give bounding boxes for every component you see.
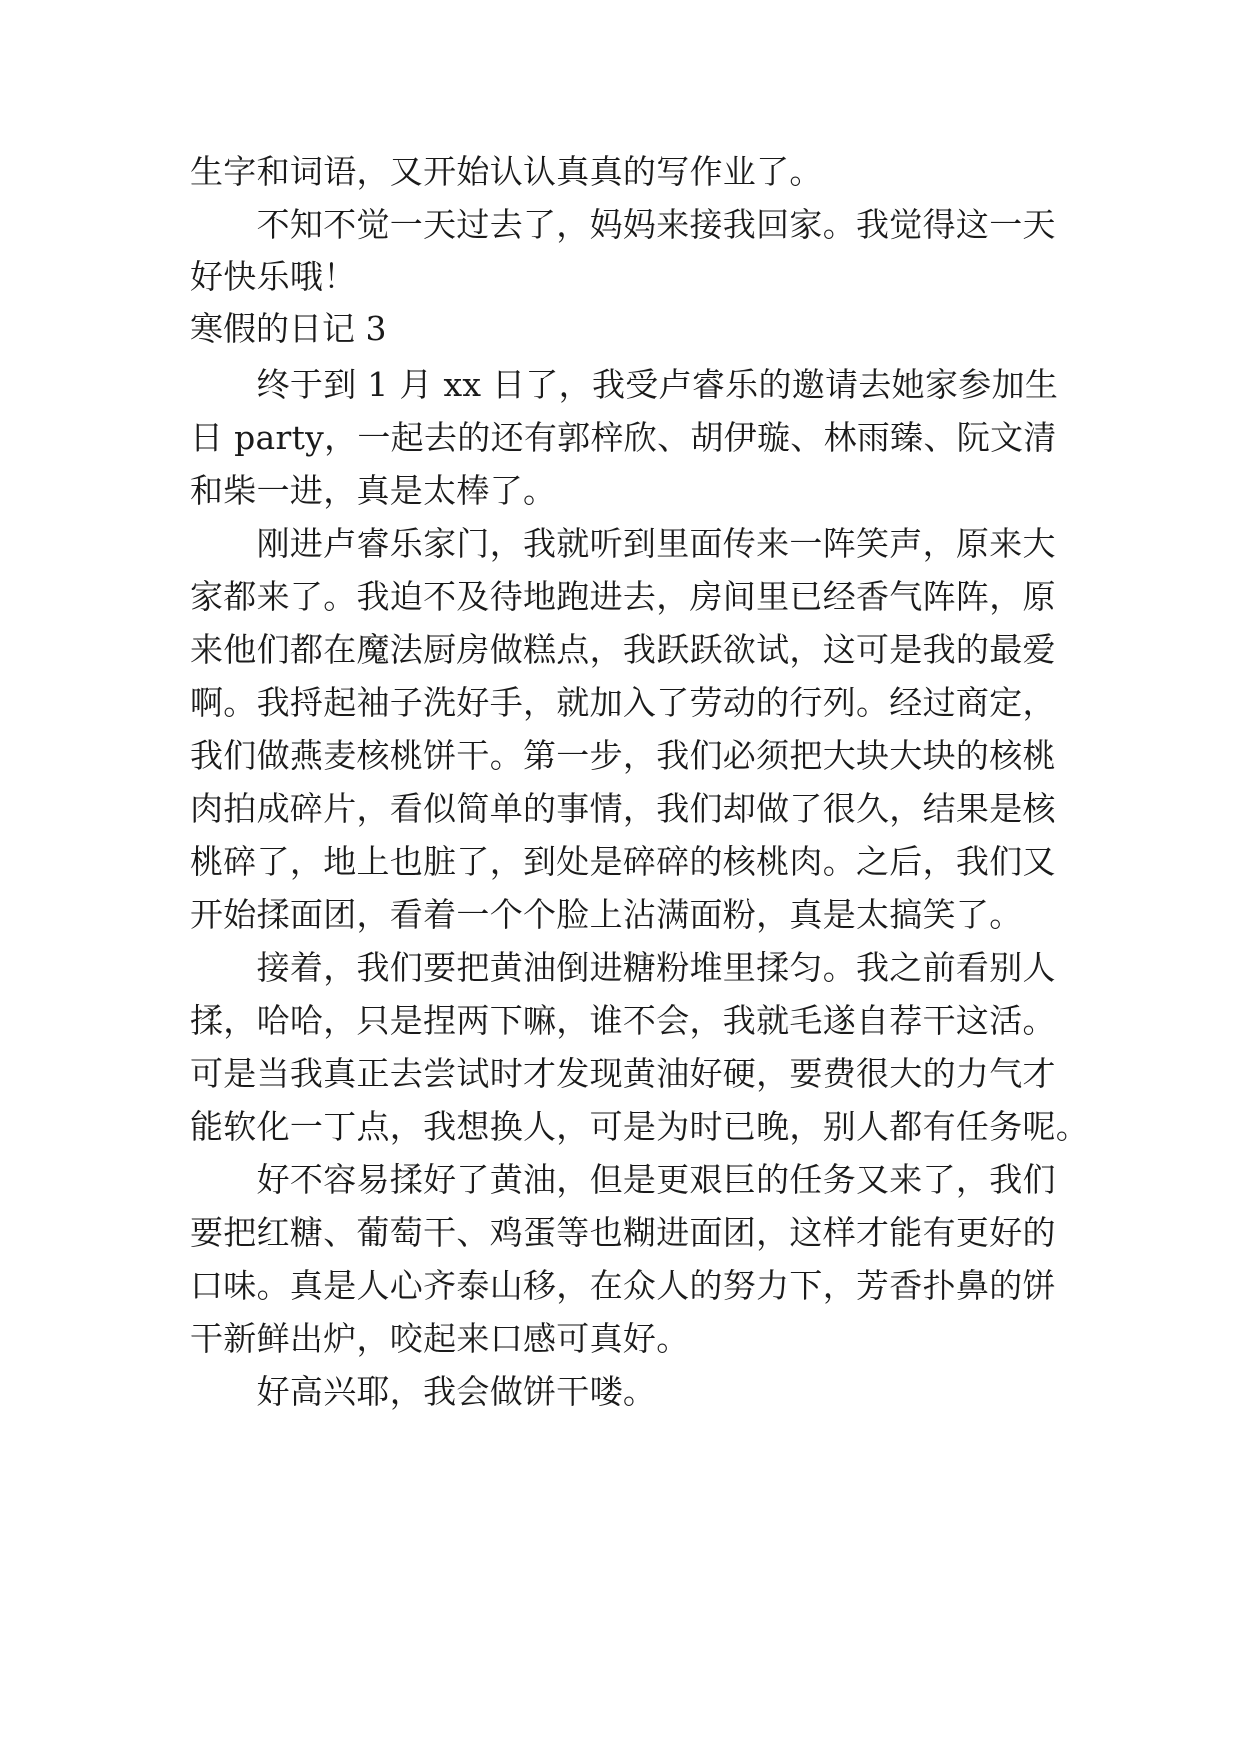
text-line: 来他们都在魔法厨房做糕点，我跃跃欲试，这可是我的最爱 (190, 630, 1056, 669)
text-line: 好快乐哦！ (190, 257, 357, 296)
text-line: 日 party，一起去的还有郭梓欣、胡伊璇、林雨臻、阮文清 (190, 418, 1057, 457)
text-line: 和柴一进，真是太棒了。 (190, 471, 557, 510)
text-line: 揉，哈哈，只是捏两下嘛，谁不会，我就毛遂自荐干这活。 (190, 1001, 1056, 1040)
text-line: 干新鲜出炉，咬起来口感可真好。 (190, 1319, 690, 1358)
text-line: 接着，我们要把黄油倒进糖粉堆里揉匀。我之前看别人 (190, 948, 1056, 987)
text-line: 不知不觉一天过去了，妈妈来接我回家。我觉得这一天 (190, 205, 1056, 244)
text-line: 桃碎了，地上也脏了，到处是碎碎的核桃肉。之后，我们又 (190, 842, 1056, 881)
text-line: 开始揉面团，看着一个个脸上沾满面粉，真是太搞笑了。 (190, 895, 1023, 934)
section-heading: 寒假的日记 3 (190, 309, 387, 348)
text-line: 生字和词语，又开始认认真真的写作业了。 (190, 152, 823, 191)
text-line: 家都来了。我迫不及待地跑进去，房间里已经香气阵阵，原 (190, 577, 1056, 616)
text-line: 我们做燕麦核桃饼干。第一步，我们必须把大块大块的核桃 (190, 736, 1056, 775)
text-line: 终于到 1 月 xx 日了，我受卢睿乐的邀请去她家参加生 (190, 365, 1059, 404)
text-line: 肉拍成碎片，看似简单的事情，我们却做了很久，结果是核 (190, 789, 1056, 828)
text-line: 好高兴耶，我会做饼干喽。 (190, 1372, 657, 1411)
text-line: 可是当我真正去尝试时才发现黄油好硬，要费很大的力气才 (190, 1054, 1056, 1093)
text-line: 能软化一丁点，我想换人，可是为时已晚，别人都有任务呢。 (190, 1107, 1090, 1146)
text-line: 口味。真是人心齐泰山移，在众人的努力下，芳香扑鼻的饼 (190, 1266, 1056, 1305)
text-line: 好不容易揉好了黄油，但是更艰巨的任务又来了，我们 (190, 1160, 1056, 1199)
text-line: 要把红糖、葡萄干、鸡蛋等也糊进面团，这样才能有更好的 (190, 1213, 1056, 1252)
text-line: 啊。我捋起袖子洗好手，就加入了劳动的行列。经过商定， (190, 683, 1056, 722)
text-line: 刚进卢睿乐家门，我就听到里面传来一阵笑声，原来大 (190, 524, 1056, 563)
